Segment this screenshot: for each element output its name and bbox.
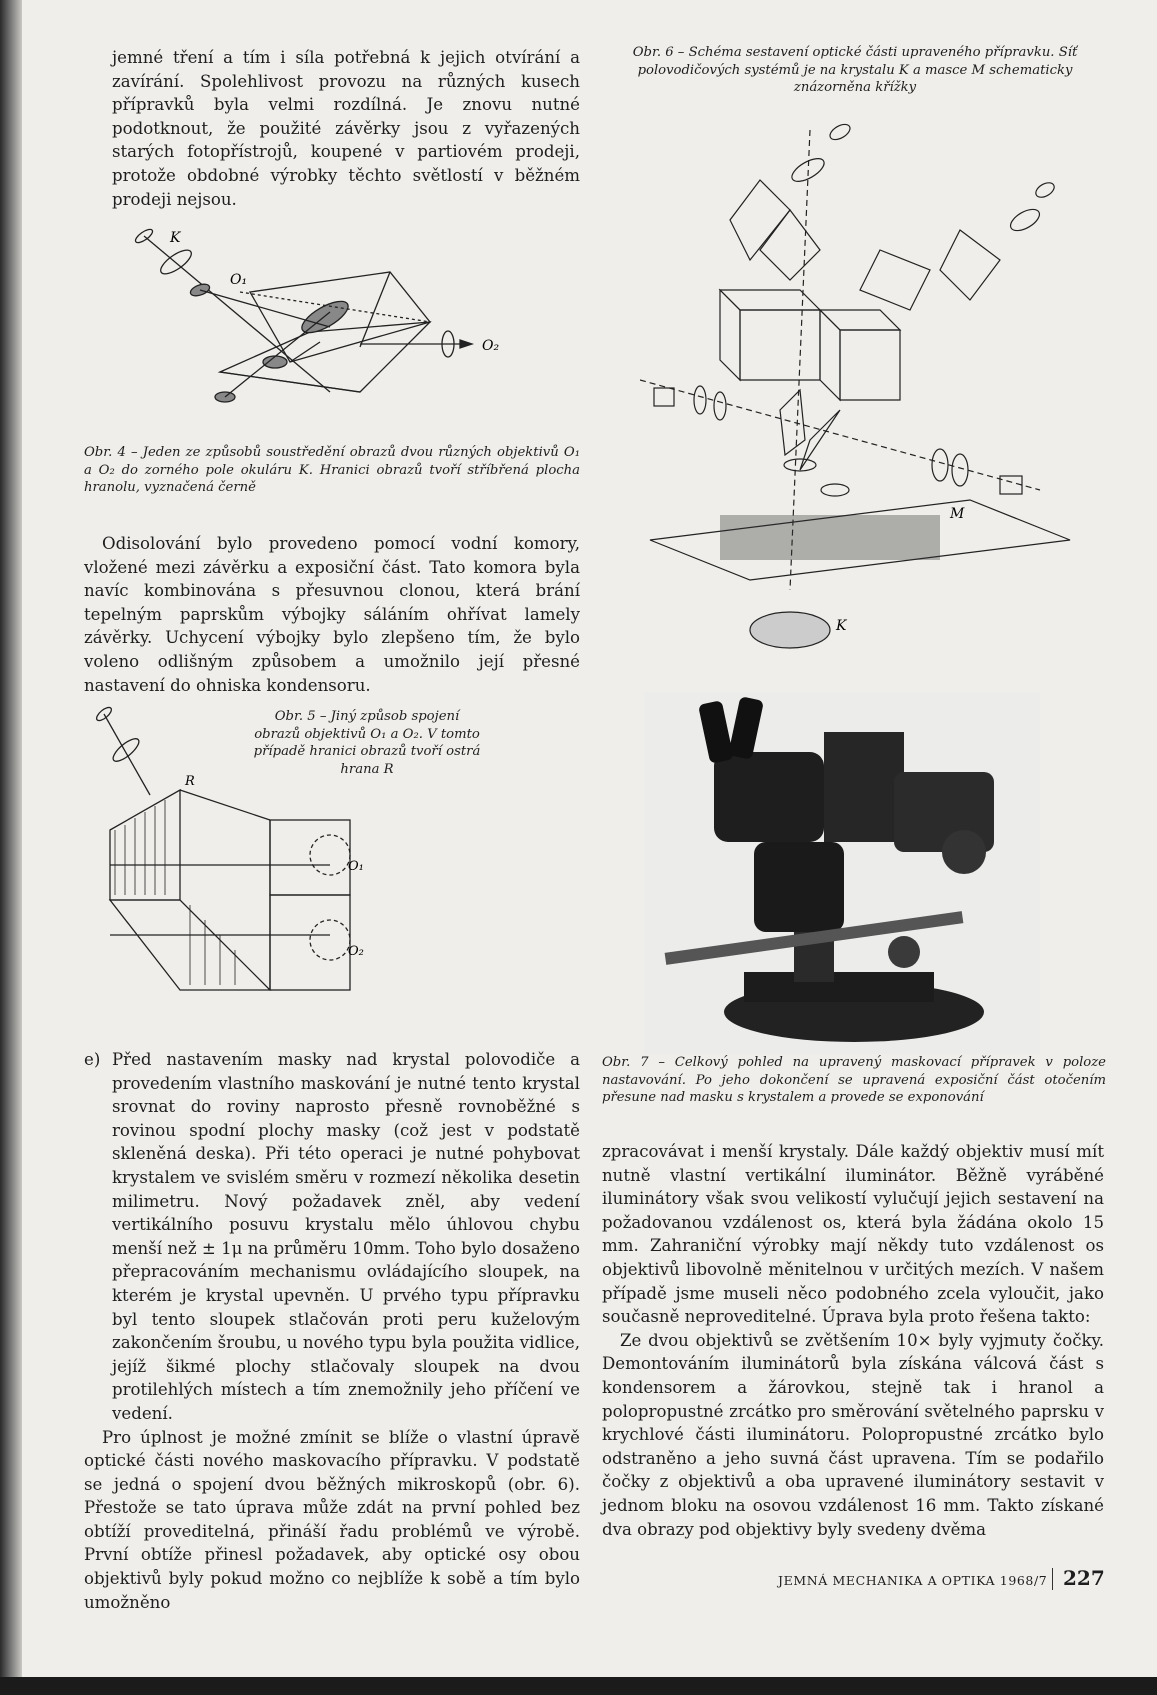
figure-7-photo-microscope: [644, 692, 1040, 1054]
fig4-label-o2: O₂: [482, 338, 500, 354]
journal-footer: JEMNÁ MECHANIKA A OPTIKA 1968/7: [778, 1573, 1048, 1588]
figure-6-caption: Obr. 6 – Schéma sestavení optické části upraveného přípravku. Síť polovodičových systémů je na krystalu K a masce M schematicky znázorněna křížky: [632, 45, 1078, 95]
fig6-label-k: K: [836, 618, 847, 634]
para-bottom-text: Pro úplnost je možné zmínit se blíže o vlastní úpravě optické části nového maskovacího přípravku. V podstatě se jedná o spojení dvou běžných mikroskopů (obr. 6). Přestože se tato úprava může zdát na první pohled bez obtíží proveditelná, přináší řadu problémů ve výrobě. První obtíže přinesl požadavek, aby optické osy obou objektivů byly pokud možno co nejblíže k sobě a tím bylo umožněno: [84, 1427, 580, 1612]
para-top-text: jemné tření a tím i síla potřebná k jejich otvírání a zavírání. Spolehlivost provozu na různých kusech přípravků byla velmi rozdílná. Je znovu nutné podotknout, že použité závěrky jsou z vyřazených starých fotopřístrojů, koupené v partiovém prodeji, protože obdobné výrobky těchto světlostí v běžném prodeji nejsou.: [112, 48, 580, 209]
paragraphs-right-bottom: [602, 1140, 1104, 1541]
para-mid-text: Odisolování bylo provedeno pomocí vodní komory, vložené mezi závěrku a exposiční část. Tato komora byla navíc kombinována s přesuvnou clonou, která brání tepelným paprskům výbojky sáláním ohřívat lamely závěrky. Uchycení výbojky bylo zlepšeno tím, že bylo voleno odlišným způsobem a umožnilo její přesné nastavení do ohniska kondensoru.: [84, 534, 580, 695]
figure-7-caption: Obr. 7 – Celkový pohled na upravený maskovací přípravek v poloze nastavování. Po jeho dokončení se upravená exposiční část otočením přesune nad masku s krystalem a provede se exponování: [602, 1055, 1106, 1105]
figure-5-caption: Obr. 5 – Jiný způsob spojení obrazů objektivů O₁ a O₂. V tomto případě hranici obrazů tvoří ostrá hrana R: [253, 709, 481, 777]
para-right-a: zpracovávat i menší krystaly. Dále každý objektiv musí mít nutně vlastní vertikální iluminátor. Běžně vyráběné iluminátory však svou velikostí vylučují jejich sestavení na požadovanou vzdálenost os, která byla žádána okolo 15 mm. Zahraniční výrobky mají někdy tuto vzdálenost os objektivů libovolně měnitelnou v určitých mezích. V našem případě jsme museli něco podobného zcela vyloučit, jako současně neproveditelné. Úprava byla proto řešena takto:: [602, 1142, 1104, 1327]
paragraph-middle-left: [84, 532, 580, 697]
fig5-label-r: R: [185, 774, 195, 789]
figure-4-caption: Obr. 4 – Jeden ze způsobů soustředění obrazů dvou různých objektivů O₁ a O₂ do zorného pole okuláru K. Hranici obrazů tvoří stříbřená plocha hranolu, vyznačená černě: [84, 445, 580, 495]
fig5-label-o1: O₁: [348, 859, 364, 874]
microscope-illustration: [644, 692, 1040, 1054]
paragraph-top-left: [112, 46, 580, 211]
scan-bottom-edge: [0, 1677, 1157, 1695]
fig4-label-k: K: [170, 230, 181, 246]
fig5-label-o2: O₂: [348, 944, 364, 959]
figure-6-optical-scheme: [640, 110, 1120, 650]
fig6-label-m: M: [950, 506, 965, 522]
book-spine-shadow: [0, 0, 22, 1695]
para-right-b: Ze dvou objektivů se zvětšením 10× byly vyjmuty čočky. Demontováním iluminátorů byla získána válcová část s kondensorem a žárovkou, stejně tak i hranol a polopropustné zrcátko pro směrování světelného paprsku v krychlové části iluminátoru. Polopropustné zrcátko bylo odstraněno a jeho suvná část upravena. Tím se podařilo čočky z objektivů a oba upravené iluminátory sestavit v jednom bloku na osovou vzdálenost 16 mm. Takto získané dva obrazy pod objektivy byly svedeny dvěma: [602, 1330, 1104, 1539]
page-number: 227: [1063, 1566, 1105, 1590]
figure-4-prism-diagram: [130, 222, 550, 442]
item-e: [84, 1048, 580, 1614]
item-e-label: e): [84, 1050, 101, 1069]
item-e-text: Před nastavením masky nad krystal polovodiče a provedením vlastního maskování je nutné tento krystal srovnat do roviny naprosto přesně rovnoběžné s rovinou spodní plochy masky (což jest v podstatě skleněná deska). Při této operaci je nutné pohybovat krystalem ve svislém směru v rozmezí několika desetin milimetru. Nový požadavek zněl, aby vedení vertikálního posuvu krystalu mělo úhlovou chybu menší než ± 1μ na průměru 10mm. Toho bylo dosaženo přepracováním mechanismu ovládajícího sloupek, na kterém je krystal upevněn. U prvého typu přípravku byl tento sloupek stlačován proti peru kuželovým zakončením šroubu, u nového typu byla použita vidlice, jejíž šikmé plochy stlačovaly sloupek na dvou protilehlých místech a tím znemožnily jeho příčení ve vedení.: [112, 1050, 580, 1423]
footer-separator: [1052, 1568, 1053, 1590]
fig4-label-o1: O₁: [230, 272, 248, 288]
